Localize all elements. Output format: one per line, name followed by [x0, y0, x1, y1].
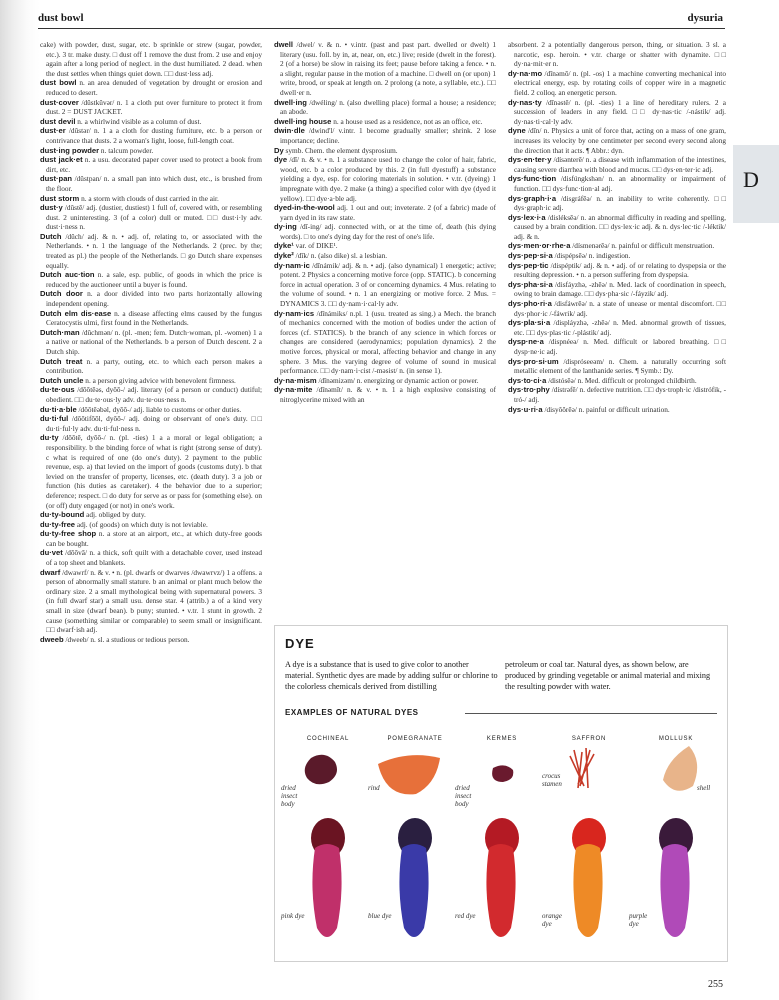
headword: dust devil: [40, 116, 76, 126]
dictionary-entry: [508, 174, 726, 193]
headword: dys·u·ri·a: [508, 404, 543, 414]
dye-illustration-panel: [274, 625, 728, 962]
dye-label: orange dye: [542, 912, 562, 928]
dictionary-entry: [274, 251, 496, 261]
definition: absorbent. 2 a potentially dangerous person, thing, or situation. 3 sl. a narcotic, esp. heroin. • v.tr. charge or shatter with dynamite. □□ dy·na·mit·er n.: [508, 40, 726, 69]
definition: /dwind'l/ v.intr. 1 become gradually smaller; shrink. 2 lose importance; decline.: [280, 126, 496, 145]
dictionary-entry: [40, 405, 262, 415]
headword: Dutch auc·tion: [40, 270, 95, 280]
dye-label: red dye: [455, 912, 476, 920]
dictionary-entry: [274, 241, 496, 251]
dictionary-entry: [508, 318, 726, 337]
dictionary-entry: [40, 510, 262, 520]
column-3: [508, 40, 726, 622]
dye-label: pink dye: [281, 912, 305, 920]
definition: /dōōtifōōl, dyōō-/ adj. doing or observant of one's duty. □□ du·ti·ful·ly adv. du·ti·ful·ness n.: [46, 414, 262, 433]
source-label: rind: [368, 784, 380, 792]
headword: du·te·ous: [40, 385, 75, 395]
dictionary-entry: [40, 376, 262, 386]
headword: dwell·ing: [274, 97, 307, 107]
definition: /dīn/ n. Physics a unit of force that, acting on a mass of one gram, increases its velocity by one centimeter per second every second along the direction that it acts. ¶ Abbr.: dyn.: [514, 126, 726, 155]
definition: /dweeb/ n. sl. a studious or tedious person.: [65, 634, 190, 644]
definition: /dōōvā/ n. a thick, soft quilt with a detachable cover, used instead of a top sheet and blankets.: [46, 548, 262, 568]
headword: du·ti·a·ble: [40, 404, 77, 414]
dictionary-entry: [508, 155, 726, 174]
headword: dwin·dle: [274, 126, 305, 136]
headword: dy·nam·ics: [274, 308, 315, 318]
definition: /dŭstē/ adj. (dustier, dustiest) 1 full of, covered with, or resembling dust. 2 uninteresting. 3 (of a color) dull or muted. □□ dust·i·ly adv. dust·i·ness n.: [46, 203, 262, 232]
definition: adj. obliged by duty.: [86, 510, 146, 520]
panel-subtitle: EXAMPLES OF NATURAL DYES: [285, 708, 419, 717]
headword: Dutch: [40, 231, 62, 241]
definition: /disgráfēə/ n. an inability to write coherently. □□ dys·graph·ic adj.: [514, 193, 726, 213]
source-label: crocus stamen: [542, 772, 562, 788]
dictionary-entry: [508, 357, 726, 376]
dictionary-entry: [508, 376, 726, 386]
headword: dys·pro·si·um: [508, 356, 559, 366]
headword: dy·nas·ty: [508, 97, 542, 107]
definition: /dwéling/ n. (also dwelling place) formal a house; a residence; an abode.: [280, 97, 496, 117]
headword: dys·pla·si·a: [508, 318, 551, 328]
definition: /dŭchmən/ n. (pl. -men; fem. Dutch·woman, pl. -women) 1 a a native or national of the Netherlands. b a person of Dutch descent. 2 a Dutch ship.: [46, 327, 262, 356]
dictionary-entry: [40, 174, 262, 193]
dictionary-entry: [274, 40, 496, 98]
dictionary-entry: [40, 385, 262, 404]
headword: dysp·ne·a: [508, 337, 544, 347]
dictionary-entry: [40, 520, 262, 530]
source-label: dried insect body: [281, 784, 298, 808]
dye-source-name: MOLLUSK: [658, 736, 694, 742]
headword: dust jack·et: [40, 155, 83, 165]
headword: dy·na·mism: [274, 375, 317, 385]
panel-intro-left: A dye is a substance that is used to give color to another material. Synthetic dyes are made by adding sulfur or chlorine to the colorless chemicals derived from distilling: [285, 660, 498, 691]
headword: Dutch elm dis·ease: [40, 308, 112, 318]
headword: dys·pha·si·a: [508, 279, 553, 289]
headword: dy·nam·ic: [274, 260, 310, 270]
definition: /disyŏŏrēə/ n. painful or difficult urination.: [544, 404, 670, 414]
dictionary-entry: [508, 213, 726, 242]
dictionary-entry: [508, 126, 726, 155]
dye-source-name: SAFFRON: [571, 736, 607, 742]
headword: du·ty-free: [40, 519, 76, 529]
thumb-index-tab[interactable]: [733, 145, 779, 223]
dictionary-entry: [508, 98, 726, 127]
headword: du·ti·ful: [40, 414, 69, 424]
dictionary-entry: [40, 40, 262, 78]
dictionary-entry: [40, 289, 262, 308]
panel-subtitle-rule: [465, 713, 717, 714]
definition: var. of DIKE¹.: [295, 241, 338, 251]
dictionary-entry: [40, 117, 262, 127]
headword: dust·cover: [40, 97, 79, 107]
definition: /dīnəmīt/ n. & v. • n. 1 a high explosive consisting of nitroglycerine mixed with an: [280, 385, 496, 404]
dictionary-entry: [40, 635, 262, 645]
dictionary-entry: [40, 328, 262, 357]
dye-liquid-swatch: [660, 844, 689, 937]
page-number: 255: [708, 979, 723, 990]
dye-source-material: [570, 748, 594, 788]
dye-source-material: [492, 765, 513, 782]
dictionary-entry: [40, 98, 262, 117]
definition: /dŭstər/ n. 1 a a cloth for dusting furniture, etc. b a person or contrivance that dusts. 2 a woman's light, loose, full-length coat.: [46, 126, 262, 145]
dictionary-entry: [40, 568, 262, 635]
definition: /dī/ n. & v. • n. 1 a substance used to change the color of hair, fabric, wood, etc. b a color produced by this. 2 (in full dyestuff) a substance yielding a dye, esp. for coloring materials in solution. • v.tr. (dyeing) 1 impregnate with dye. 2 make (a thing) a specified color with dye (dyed it yellow). □□ dye·a·ble adj.: [280, 155, 496, 203]
definition: /dispéptik/ adj. & n. • adj. of or relating to dyspepsia or the resulting depression. • n. a person suffering from dyspepsia.: [514, 260, 726, 280]
dictionary-entry: [40, 270, 262, 289]
definition: /dŭstkŭvər/ n. 1 a cloth put over furniture to protect it from dust. 2 = DUST JACKET.: [46, 97, 262, 117]
dye-example-cochineal: [283, 736, 373, 956]
dictionary-entry: [40, 548, 262, 567]
panel-title: DYE: [285, 636, 315, 651]
definition: n. talcum powder.: [100, 145, 154, 155]
dictionary-entry: [274, 155, 496, 203]
dictionary-entry: [274, 117, 496, 127]
definition: adj. 1 out and out; inveterate. 2 (of a fabric) made of yarn dyed in its raw state.: [280, 203, 496, 222]
dye-label: purple dye: [629, 912, 648, 928]
dye-example-pomegranate: [370, 736, 460, 956]
headword: dys·en·ter·y: [508, 155, 552, 165]
definition: n. a sale, esp. public, of goods in which the price is reduced by the auctioneer until a buyer is found.: [46, 270, 262, 289]
dictionary-entry: [508, 337, 726, 356]
definition: /disfúngkshən/ n. an abnormality or impairment of function. □□ dys·func·tion·al adj.: [514, 174, 726, 193]
dye-source-name: KERMES: [486, 736, 518, 742]
headword: dweeb: [40, 634, 64, 644]
headword: dust bowl: [40, 78, 77, 88]
headword: dust·er: [40, 126, 66, 136]
dye-label: blue dye: [368, 912, 392, 920]
headword: dys·func·tion: [508, 174, 557, 184]
panel-intro-right: petroleum or coal tar. Natural dyes, as shown below, are produced by grinding vegetable or animal material and mixing the resulting powder with water.: [505, 660, 711, 691]
definition: /disfáwrēə/ n. a state of unease or mental discomfort. □□ dys·phor·ic /-fáwrik/ adj.: [514, 299, 726, 318]
dictionary-entry: [508, 385, 726, 404]
dictionary-entry: [274, 98, 496, 117]
definition: n. a store at an airport, etc., at which duty-free goods can be bought.: [46, 529, 262, 548]
dye-source-material: [305, 755, 337, 784]
dictionary-entry: [40, 155, 262, 174]
definition: /dŭch/ adj. & n. • adj. of, relating to, or associated with the Netherlands. • n. 1 the language of the Netherlands. 2 (prec. by the; treated as pl.) the people of the Netherlands. □ go Dutch share expenses equally.: [46, 231, 262, 270]
definition: /distósēə/ n. Med. difficult or prolonged childbirth.: [548, 375, 697, 385]
dye-liquid-swatch: [312, 844, 341, 937]
definition: n. a house used as a residence, not as an office, etc.: [333, 116, 483, 126]
dictionary-entry: [508, 261, 726, 280]
dye-liquid-swatch: [486, 844, 515, 937]
definition: /dísmenərēə/ n. painful or difficult menstruation.: [572, 241, 715, 251]
definition: n. a party, outing, etc. to which each person makes a contribution.: [46, 356, 262, 376]
dictionary-entry: [40, 126, 262, 145]
dictionary-entry: [40, 146, 262, 156]
dictionary-entry: [274, 222, 496, 241]
dye-example-kermes: [457, 736, 547, 956]
headword: dwell: [274, 40, 293, 49]
definition: /dī-ing/ adj. connected with, or at the time of, death (his dying words). □ to one's dying day for the rest of one's life.: [280, 222, 496, 241]
source-label: dried insect body: [455, 784, 472, 808]
definition: /dispnéeə/ n. Med. difficult or labored breathing. □□ dysp·ne·ic adj.: [514, 337, 726, 356]
definition: /disfáyzhə, -zhēə/ n. Med. lack of coordination in speech, owing to brain damage. □□ dys·pha·sic /-fáyzik/ adj.: [514, 279, 726, 299]
dictionary-entry: [508, 405, 726, 415]
dictionary-entry: [508, 40, 726, 69]
dye-example-mollusk: [631, 736, 721, 956]
definition: n. a person giving advice with benevolent firmness.: [85, 375, 236, 385]
column-1: [40, 40, 262, 962]
dye-example-saffron: [544, 736, 634, 956]
headword: dy·na·mite: [274, 385, 313, 395]
dictionary-entry: [508, 194, 726, 213]
headword: du·ty-bound: [40, 510, 85, 520]
headword: dust·pan: [40, 174, 73, 184]
headword: dyke¹: [274, 241, 294, 251]
headword: dys·pho·ri·a: [508, 299, 552, 309]
dictionary-entry: [508, 299, 726, 318]
running-head-left: dust bowl: [38, 12, 84, 24]
definition: /dōōtēəbəl, dyōō-/ adj. liable to customs or other duties.: [78, 404, 242, 414]
headword: dye: [274, 155, 288, 165]
definition: n. a disease affecting elms caused by the fungus Ceratocystis ulmi, first found in the Netherlands.: [46, 308, 262, 328]
headword: dys·pep·si·a: [508, 251, 553, 261]
dictionary-entry: [40, 414, 262, 433]
headword: du·vet: [40, 548, 63, 558]
header-rule: [38, 28, 725, 29]
dictionary-entry: [274, 203, 496, 222]
definition: symb. Chem. the element dysprosium.: [285, 145, 398, 155]
definition: adj. (of goods) on which duty is not leviable.: [76, 519, 208, 529]
dictionary-entry: [40, 203, 262, 232]
headword: dys·men·or·rhe·a: [508, 241, 571, 251]
definition: /dwel/ v. & n. • v.intr. (past and past part. dwelled or dwelt) 1 literary (usu. foll. by in, at, near, on, etc.) live; reside (dwelt in the forest). 2 (of a horse) be slow in raising its feet; pause before taking a fence. • n. a slight, regular pause in the motion of a machine. □ dwell on (or upon) 1 write, brood, or speak at length on. 2 prolong (a note, a syllable, etc.). □□ dwell·er n.: [280, 40, 496, 97]
headword: Dutch door: [40, 289, 83, 299]
dictionary-entry: [40, 232, 262, 270]
headword: dwell·ing house: [274, 116, 332, 126]
definition: /dwawrf/ n. & v. • n. (pl. dwarfs or dwarves /dwawrvz/) 1 a offens. a person of abnormally small stature. b an animal or plant much below the ordinary size. 2 a small mythological being with supernatural powers. 3 (in full dwarf star) a small usu. dense star. 4 (attrib.) a of a kind very small in size (dwarf bean). b puny; stunted. • v.tr. 1 stunt in growth. 2 cause (something similar or comparable) to seem small or insignificant. □□ dwarf·ish adj.: [46, 567, 262, 635]
definition: /dōōtē, dyōō-/ n. (pl. -ties) 1 a a moral or legal obligation; a responsibility. b the binding force of what is right (strong sense of duty). c what is required of one (do one's duty). 2 payment to the public revenue, esp. a) that levied on the import of goods (customs duty). b that levied on the transfer of property, licenses, etc. (death duty). 3 a job or function (his duties as caretaker). 4 the behavior due to a superior; deference; respect. □ do duty for serve as or pass for (something else). on (or off) duty engaged (or not) in one's work.: [46, 433, 262, 510]
dye-source-material: [663, 746, 697, 791]
definition: /dīnəstē/ n. (pl. -ties) 1 a line of hereditary rulers. 2 a succession of leaders in any field. □□ dy·nas·tic /-nástik/ adj. dy·nas·ti·cal·ly adv.: [514, 97, 726, 126]
dictionary-entry: [274, 376, 496, 386]
headword: dyne: [508, 126, 526, 136]
dictionary-entry: [40, 78, 262, 97]
dictionary-entry: [274, 385, 496, 404]
headword: Dutch·man: [40, 327, 80, 337]
definition: /dīnəmō/ n. (pl. -os) 1 a machine converting mechanical into electrical energy, esp. by rotating coils of copper wire in a magnetic field. 2 colloq. an energetic person.: [514, 68, 726, 97]
dye-liquid-swatch: [573, 844, 602, 937]
definition: /dŭstpan/ n. a small pan into which dust, etc., is brushed from the floor.: [46, 174, 262, 193]
definition: n. a usu. decorated paper cover used to protect a book from dirt, etc.: [46, 155, 262, 174]
definition: /dístrəfē/ n. defective nutrition. □□ dys·troph·ic /distrófik, -tró-/ adj.: [514, 385, 726, 404]
dictionary-entry: [274, 309, 496, 376]
dictionary-entry: [274, 126, 496, 145]
definition: n. a whirlwind visible as a column of dust.: [77, 116, 202, 126]
definition: /disléksēə/ n. an abnormal difficulty in reading and spelling, caused by a brain condition. □□ dys·lex·ic adj. & n. dys·lec·tic /-léktik/ adj. & n.: [514, 212, 726, 241]
definition: /dīk/ n. (also dike) sl. a lesbian.: [295, 251, 388, 261]
definition: /dispépsēə/ n. indigestion.: [554, 251, 631, 261]
definition: /dīnámik/ adj. & n. • adj. (also dynamical) 1 energetic; active; potent. 2 Physics a concerning motive force (opp. STATIC). b concerning force in actual operation. 3 of or concerning dynamics. 4 Mus. relating to the volume of sound. • n. 1 an energizing or motive force. 2 Mus. = DYNAMICS 3. □□ dy·nam·i·cal·ly adv.: [280, 260, 496, 309]
dye-swatch-graphic: [370, 736, 460, 956]
dictionary-entry: [274, 261, 496, 309]
dye-source-name: COCHINEAL: [306, 736, 350, 742]
definition: /dōōtēəs, dyōō-/ adj. literary (of a person or conduct) dutiful; obedient. □□ du·te·ous·ly adv. du·te·ous·ness n.: [46, 385, 262, 404]
column-2: [274, 40, 496, 622]
thumb-index-letter: D: [743, 167, 759, 192]
definition: /dīnámiks/ n.pl. 1 (usu. treated as sing.) a Mech. the branch of mechanics concerned with the motion of bodies under the action of forces (cf. STATICS). b the branch of any science in which forces or changes are considered (aerodynamics; population dynamics). 2 the motive forces, physical or moral, affecting behavior and change in any sphere. 3 Mus. the varying degree of volume of sound in musical performance. □□ dy·nam·i·cist /-məsist/ n. (in sense 1).: [280, 308, 496, 376]
dictionary-entry: [508, 241, 726, 251]
headword: dy·ing: [274, 222, 297, 232]
headword: dys·tro·phy: [508, 385, 550, 395]
headword: Dy: [274, 145, 284, 155]
dictionary-entry: [508, 280, 726, 299]
headword: dust·ing powder: [40, 145, 100, 155]
dye-source-name: POMEGRANATE: [387, 736, 443, 742]
definition: n. an area denuded of vegetation by drought or erosion and reduced to desert.: [46, 78, 262, 97]
headword: dust·y: [40, 203, 63, 213]
dye-swatch-graphic: [283, 736, 373, 956]
headword: dys·graph·i·a: [508, 193, 557, 203]
definition: cake) with powder, dust, sugar, etc. b sprinkle or strew (sugar, powder, etc.). 3 tr. make dusty. □ dust off 1 remove the dust from. 2 use and enjoy again after a long period of neglect. in the dust humiliated. 2 dead. when the dust settles when things quiet down. □□ dust·less adj.: [40, 40, 262, 78]
dictionary-entry: [40, 529, 262, 548]
headword: dys·to·ci·a: [508, 375, 547, 385]
definition: /displáyzhə, -zhēə/ n. Med. abnormal growth of tissues, etc. □□ dys·plas·tic /-plástik/ adj.: [514, 318, 726, 337]
dictionary-entry: [274, 146, 496, 156]
headword: du·ty: [40, 433, 59, 443]
source-label: shell: [697, 784, 711, 792]
dye-liquid-swatch: [399, 844, 428, 937]
headword: Dutch treat: [40, 356, 83, 366]
dictionary-entry: [508, 251, 726, 261]
dictionary-entry: [508, 69, 726, 98]
definition: /dísənterē/ n. a disease with inflammation of the intestines, causing severe diarrhea with blood and mucus. □□ dys·en·ter·ic adj.: [514, 155, 726, 174]
headword: dys·lex·i·a: [508, 212, 546, 222]
headword: dys·pep·tic: [508, 260, 549, 270]
headword: du·ty-free shop: [40, 529, 97, 539]
headword: dust storm: [40, 193, 80, 203]
dictionary-entry: [40, 194, 262, 204]
dictionary-entry: [40, 309, 262, 328]
dye-swatch-graphic: [457, 736, 547, 956]
headword: dyed-in-the-wool: [274, 203, 335, 213]
definition: n. a door divided into two parts horizontally allowing independent opening.: [46, 289, 262, 309]
running-head-right: dysuria: [687, 12, 723, 24]
headword: dy·na·mo: [508, 68, 543, 78]
definition: /dispróseeəm/ n. Chem. a naturally occurring soft metallic element of the lanthanide series. ¶ Symb.: Dy.: [514, 356, 726, 376]
dictionary-entry: [40, 357, 262, 376]
headword: Dutch uncle: [40, 375, 84, 385]
dictionary-entry: [40, 433, 262, 510]
definition: /dīnəmizəm/ n. energizing or dynamic action or power.: [318, 375, 479, 385]
definition: n. a storm with clouds of dust carried in the air.: [81, 193, 219, 203]
headword: dyke²: [274, 251, 294, 261]
headword: dwarf: [40, 567, 61, 577]
